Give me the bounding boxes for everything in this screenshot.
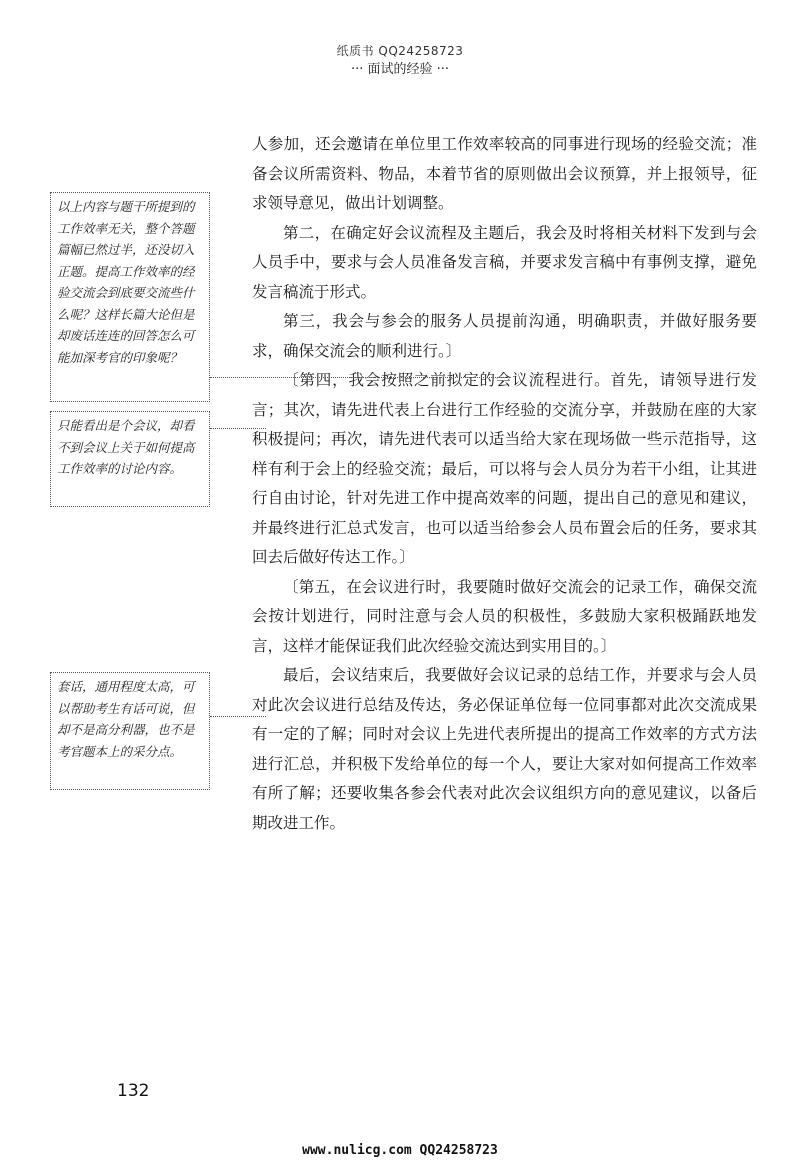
running-head: ··· 面试的经验 ··· [350, 62, 450, 77]
paragraph-final: 最后，会议结束后，我要做好会议记录的总结工作，并要求与会人员对此次会议进行总结及传达，务必保证单位每一位同事都对此次交流成果有一定的了解；同时对会议上先进代表所提出的提高工作效率的方式方法进行汇总，并积极下发给单位的每一个人，要让大家对如何提高工作效率有所了解；还要收集各参会代表对此次会议组织方向的意见建议，以备后期改进工作。 [252, 666, 757, 832]
margin-note-3: 套话，通用程度太高，可以帮助考生有话可说，但却不是高分利器，也不是考官题本上的采分点。 [50, 672, 210, 790]
paragraph-third: 第三，我会与参会的服务人员提前沟通，明确职责，并做好服务要求，确保交流会的顺利进行。〕 [252, 312, 757, 360]
paragraph-continuation: 人参加，还会邀请在单位里工作效率较高的同事进行现场的经验交流；准备会议所需资料、物品，本着节省的原则做出会议预算，并上报领导，征求领导意见，做出计划调整。 [252, 135, 757, 212]
main-text-column [252, 130, 757, 838]
paragraph-fifth: 〔第五，在会议进行时，我要随时做好交流会的记录工作，确保交流会按计划进行，同时注意与会人员的积极性，多鼓励大家积极踊跃地发言，这样才能保证我们此次经验交流达到实用目的。〕 [252, 577, 757, 655]
leader-line-1 [210, 377, 510, 378]
leader-line-3 [210, 716, 266, 717]
paragraph-fourth: 〔第四，我会按照之前拟定的会议流程进行。首先，请领导进行发言；其次，请先进代表上台进行工作经验的交流分享，并鼓励在座的大家积极提问；再次，请先进代表可以适当给大家在现场做一些示范指导，这样有利于会上的经验交流；最后，可以将与会人员分为若干小组，让其进行自由讨论，针对先进工作中提高效率的问题，提出自己的意见和建议，并最终进行汇总式发言，也可以适当给参会人员布置会后的任务，要求其回去后做好传达工作。〕 [252, 371, 757, 566]
page-number: 132 [117, 1081, 150, 1101]
margin-note-1: 以上内容与题干所提到的工作效率无关，整个答题篇幅已然过半，还没切入正题。提高工作效率的经验交流会到底要交流些什么呢？这样长篇大论但是却废话连连的回答怎么可能加深考官的印象呢？ [50, 192, 210, 402]
bottom-watermark: www.nulicg.com QQ24258723 [302, 1143, 498, 1158]
margin-note-2: 只能看出是个会议，却看不到会议上关于如何提高工作效率的讨论内容。 [50, 411, 210, 507]
top-watermark: 纸质书 QQ24258723 [336, 44, 464, 58]
leader-line-2 [210, 428, 266, 429]
paragraph-second: 第二，在确定好会议流程及主题后，我会及时将相关材料下发到与会人员手中，要求与会人员准备发言稿，并要求发言稿中有事例支撑，避免发言稿流于形式。 [252, 223, 757, 301]
